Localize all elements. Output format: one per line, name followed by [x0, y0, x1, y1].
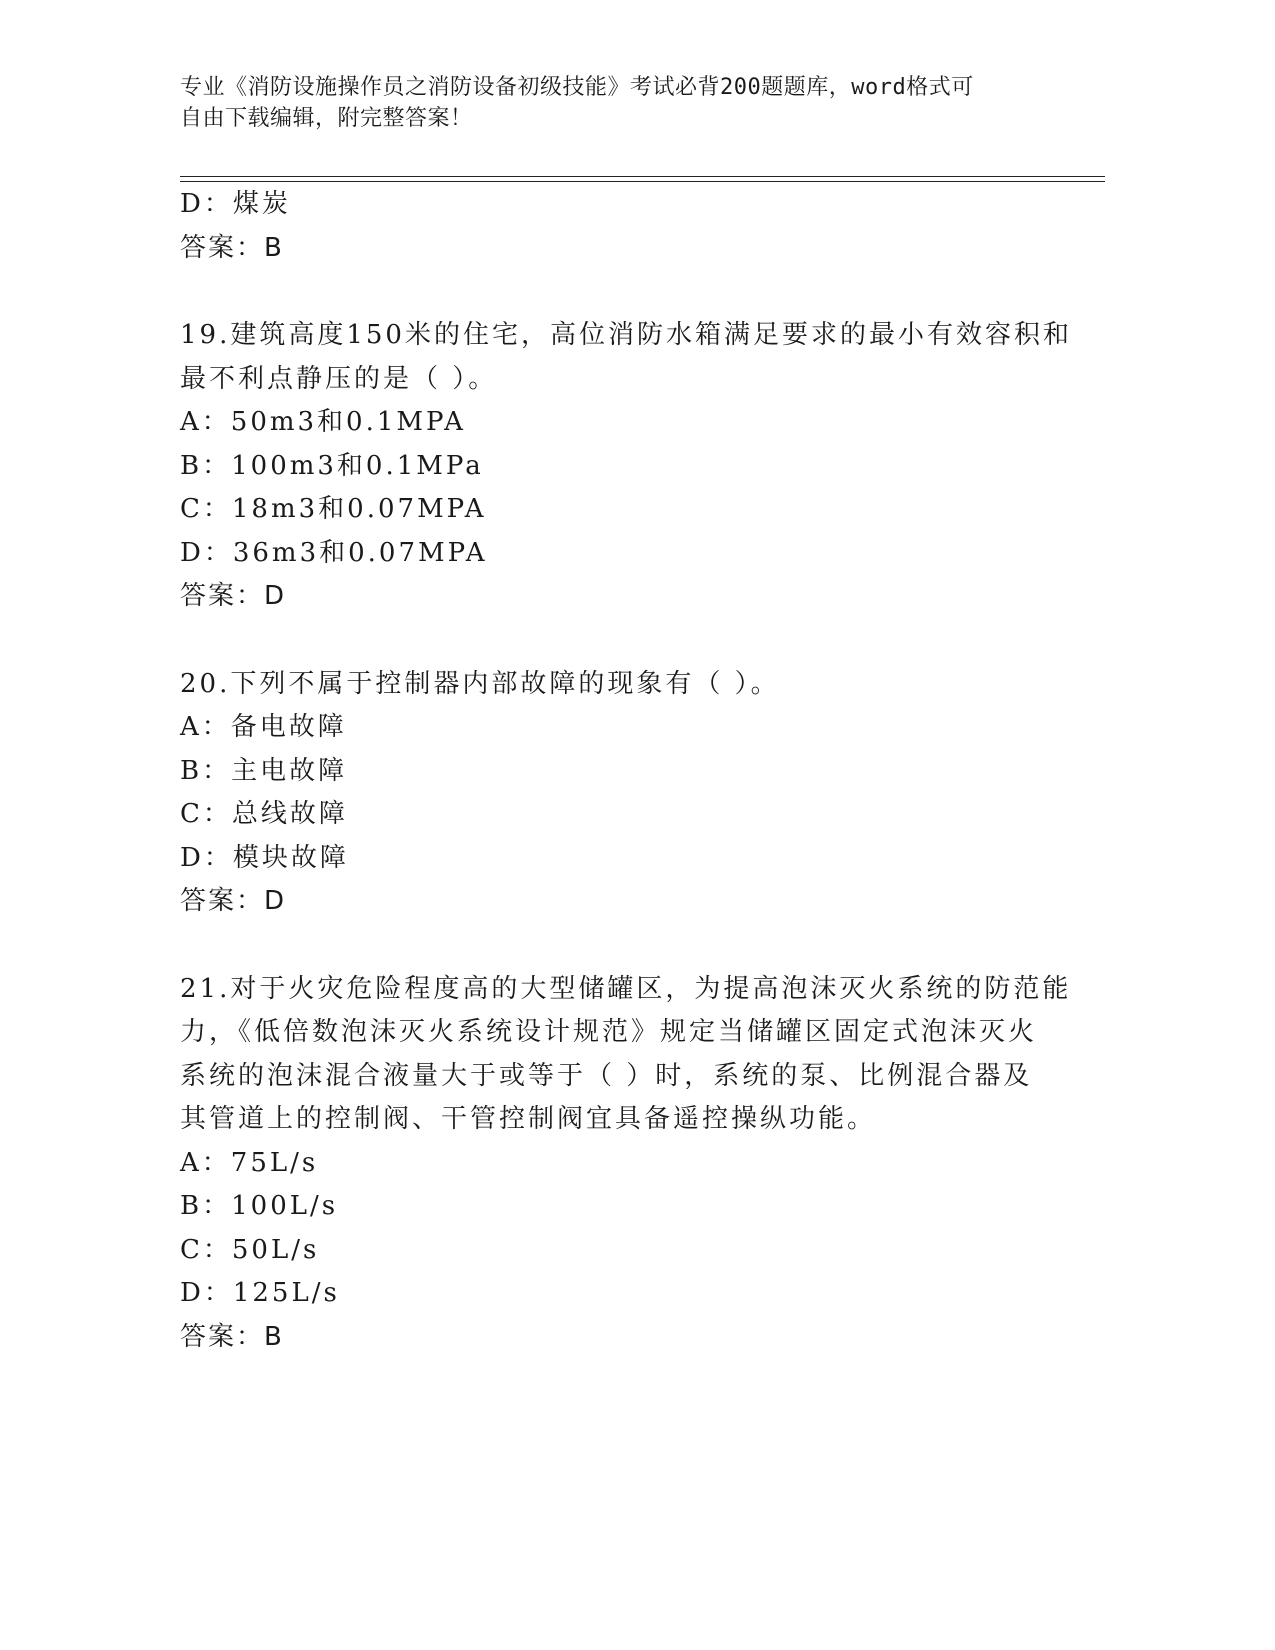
question-21 [180, 968, 1072, 1360]
option-d: D：煤炭 [180, 189, 291, 219]
header-title-line-1: 专业《消防设施操作员之消防设备初级技能》考试必背200题题库，word格式可 [180, 75, 974, 100]
option-b: B：主电故障 [180, 755, 348, 786]
question-spacer [180, 924, 1060, 968]
header-title-line-2: 自由下载编辑，附完整答案！ [180, 106, 473, 131]
option-d: D：36m3和0.07MPA [180, 537, 488, 568]
question-20 [180, 663, 1060, 924]
answer-line: 答案：B [180, 232, 284, 263]
document-header [180, 72, 1050, 134]
option-d: D：125L/s [180, 1278, 340, 1308]
question-list [180, 183, 1072, 1359]
question-19 [180, 314, 1072, 619]
option-d: D：模块故障 [180, 842, 349, 873]
option-b: B：100L/s [180, 1191, 339, 1221]
option-b: B：100m3和0.1MPa [180, 450, 484, 481]
header-divider-bottom [180, 181, 1105, 182]
question-stem-line: 19.建筑高度150米的住宅，高位消防水箱满足要求的最小有效容积和 [180, 320, 1072, 350]
option-c: C：18m3和0.07MPA [180, 494, 487, 524]
question-stem-line: 其管道上的控制阀、干管控制阀宜具备遥控操纵功能。 [180, 1104, 877, 1134]
option-a: A：备电故障 [180, 712, 347, 742]
header-divider-top [180, 176, 1105, 177]
question-stem-line: 最不利点静压的是（ ）。 [180, 363, 498, 394]
answer-line: 答案：B [180, 1321, 284, 1352]
previous-question-tail [180, 183, 1060, 270]
question-spacer [180, 619, 1060, 663]
question-stem-line: 21.对于火灾危险程度高的大型储罐区，为提高泡沫灭火系统的防范能 [180, 973, 1072, 1004]
answer-line: 答案：D [180, 886, 287, 916]
question-stem-line: 20.下列不属于控制器内部故障的现象有（ ）。 [180, 668, 780, 699]
answer-line: 答案：D [180, 581, 287, 611]
option-a: A：75L/s [180, 1147, 319, 1178]
option-c: C：50L/s [180, 1234, 320, 1265]
question-stem-line: 力，《低倍数泡沫灭火系统设计规范》规定当储罐区固定式泡沫灭火 [180, 1017, 1038, 1047]
question-spacer [180, 270, 1060, 314]
option-c: C：总线故障 [180, 799, 348, 829]
option-a: A：50m3和0.1MPA [180, 407, 466, 437]
question-stem-line: 系统的泡沫混合液量大于或等于（ ）时，系统的泵、比例混合器及 [180, 1060, 1033, 1091]
